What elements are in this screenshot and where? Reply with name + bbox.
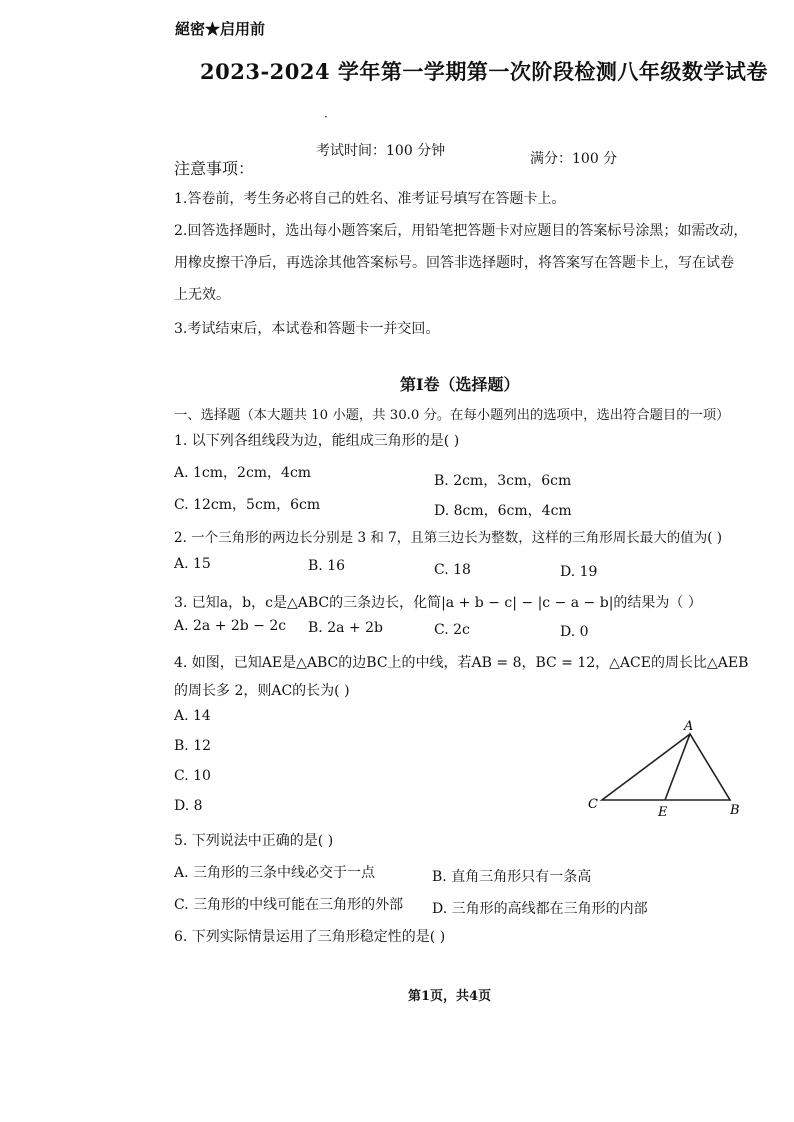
exam-time: 考试时间：100 分钟 — [316, 143, 446, 159]
question-2-stem: 2. 一个三角形的两边长分别是 3 和 7，且第三边长为整数，这样的三角形周长最大的值为( ) — [174, 530, 723, 546]
question-2-option-c: C. 18 — [434, 562, 471, 578]
question-5-option-d: D. 三角形的高线都在三角形的内部 — [432, 901, 648, 917]
vertex-label-b: B — [730, 803, 740, 818]
question-5-option-c: C. 三角形的中线可能在三角形的外部 — [174, 897, 404, 913]
question-2-option-d: D. 19 — [560, 564, 598, 580]
question-3-option-b: B. 2a + 2b — [308, 620, 383, 636]
triangle-figure — [580, 718, 750, 822]
notice-item: 上无效。 — [174, 287, 230, 303]
question-2-option-a: A. 15 — [174, 556, 211, 572]
question-4-option-c: C. 10 — [174, 768, 211, 784]
question-5-option-a: A. 三角形的三条中线必交于一点 — [174, 865, 376, 881]
vertex-label-a: A — [684, 719, 694, 734]
question-1-option-a: A. 1cm，2cm，4cm — [174, 465, 312, 481]
notice-item: 用橡皮擦干净后，再选涂其他答案标号。回答非选择题时，将答案写在答题卡上，写在试卷 — [174, 255, 734, 271]
question-5-stem: 5. 下列说法中正确的是( ) — [174, 833, 334, 849]
page-footer: 第1页，共4页 — [408, 989, 492, 1004]
question-4-stem: 4. 如图，已知AE是△ABC的边BC上的中线，若AB = 8，BC = 12，△ACE的周长比△AEB — [174, 655, 749, 671]
vertex-label-e: E — [658, 805, 668, 820]
question-4-stem-cont: 的周长多 2，则AC的长为( ) — [174, 683, 350, 699]
notice-heading: 注意事项： — [174, 159, 255, 178]
question-5-option-b: B. 直角三角形只有一条高 — [432, 869, 592, 885]
vertex-label-c: C — [588, 797, 598, 812]
question-3-option-d: D. 0 — [560, 624, 589, 640]
section-title: 第Ⅰ卷（选择题） — [400, 375, 520, 394]
question-1-option-d: D. 8cm，6cm，4cm — [434, 503, 572, 519]
question-3-option-a: A. 2a + 2b − 2c — [174, 618, 287, 634]
part-heading: 一、选择题（本大题共 10 小题，共 30.0 分。在每小题列出的选项中，选出符合题目的一项） — [174, 408, 730, 423]
question-4-option-a: A. 14 — [174, 708, 211, 724]
notice-item: 3.考试结束后，本试卷和答题卡一并交回。 — [174, 321, 440, 337]
secret-label: 絕密★启用前 — [175, 20, 266, 38]
full-score: 满分：100 分 — [530, 151, 618, 167]
question-6-stem: 6. 下列实际情景运用了三角形稳定性的是( ) — [174, 929, 446, 945]
notice-item: 1.答卷前，考生务必将自己的姓名、准考证号填写在答题卡上。 — [174, 191, 566, 207]
question-1-stem: 1. 以下列各组线段为边，能组成三角形的是( ) — [174, 433, 460, 449]
question-1-option-c: C. 12cm，5cm，6cm — [174, 497, 321, 513]
question-2-option-b: B. 16 — [308, 558, 346, 574]
question-3-stem: 3. 已知a，b，c是△ABC的三条边长，化简|a + b − c| − |c − a − b|的结果为（ ） — [174, 595, 702, 611]
question-4-option-d: D. 8 — [174, 798, 203, 814]
question-4-option-b: B. 12 — [174, 738, 212, 754]
notice-item: 2.回答选择题时，选出每小题答案后，用铅笔把答题卡对应题目的答案标号涂黑；如需改动， — [174, 223, 748, 239]
stray-mark: · — [324, 110, 328, 124]
exam-title: 2023-2024 学年第一学期第一次阶段检测八年级数学试卷 — [200, 59, 768, 84]
question-1-option-b: B. 2cm，3cm，6cm — [434, 473, 572, 489]
triangle-lines — [602, 734, 730, 800]
question-3-option-c: C. 2c — [434, 622, 470, 638]
